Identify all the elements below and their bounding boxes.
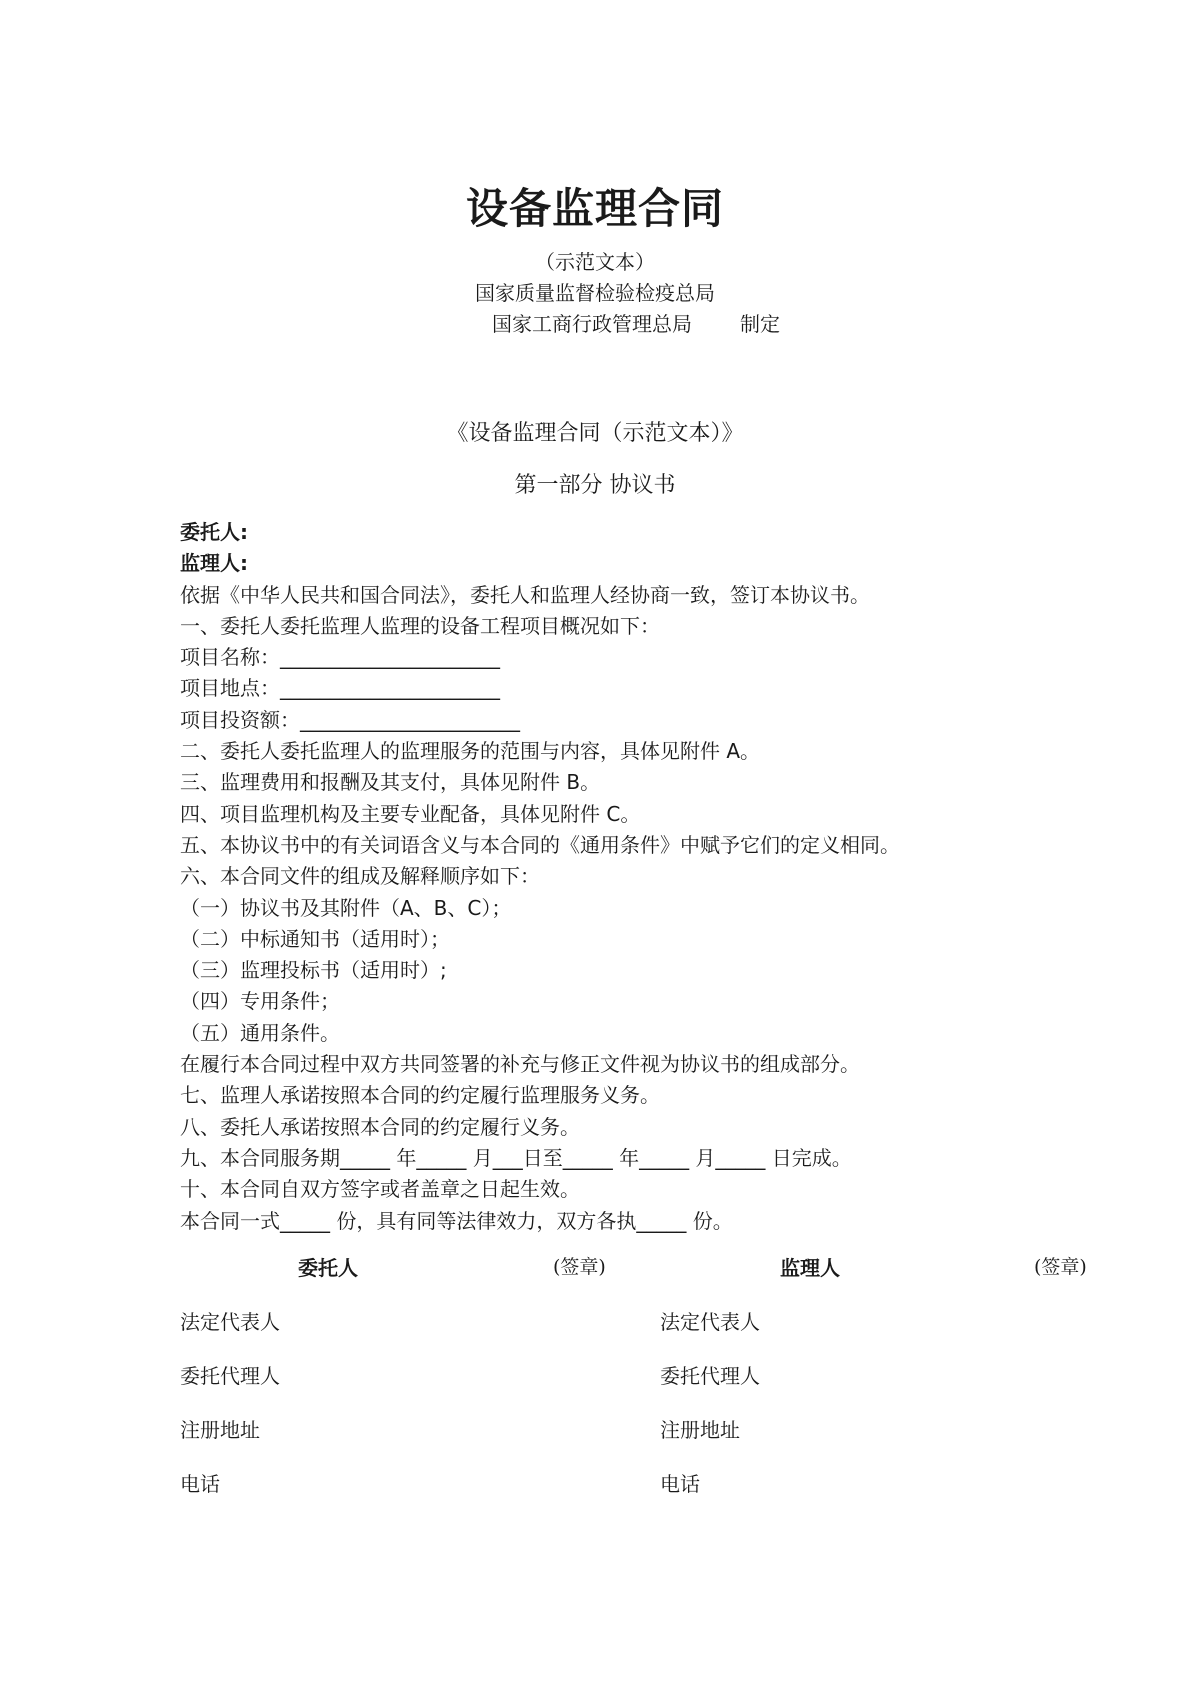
body-line: 二、委托人委托监理人的监理服务的范围与内容，具体见附件 A。 (180, 739, 761, 764)
body-line: 依据《中华人民共和国合同法》，委托人和监理人经协商一致，签订本协议书。 (180, 582, 870, 607)
client-seal-label: (签章) (553, 1256, 606, 1278)
body-line: 五、本协议书中的有关词语含义与本合同的《通用条件》中赋予它们的定义相同。 (180, 832, 900, 857)
body-line: 八、委托人承诺按照本合同的约定履行义务。 (180, 1114, 580, 1139)
body-line: （四）专用条件； (180, 989, 340, 1014)
document-title: 设备监理合同 (465, 184, 724, 233)
part-heading: 第一部分 协议书 (514, 473, 676, 498)
client-legal-rep: 法定代表人 (180, 1310, 280, 1334)
issuer-action: 制定 (740, 312, 780, 336)
body-line: 七、监理人承诺按照本合同的约定履行监理服务义务。 (180, 1083, 660, 1108)
supervisor-signature-heading: 监理人 (780, 1256, 840, 1280)
body-line: 三、监理费用和报酬及其支付，具体见附件 B。 (180, 770, 601, 795)
issuer-line-1: 国家质量监督检验检疫总局 (475, 281, 715, 305)
supervisor-legal-rep: 法定代表人 (660, 1310, 760, 1334)
body-line: 十、本合同自双方签字或者盖章之日起生效。 (180, 1177, 580, 1202)
body-line: 六、本合同文件的组成及解释顺序如下： (180, 864, 540, 889)
supervisor-agent: 委托代理人 (660, 1364, 760, 1388)
project-name-field: 项目名称：______________________ (180, 645, 500, 670)
supervisor-label: 监理人: (180, 551, 248, 576)
copies-line: 本合同一式_____ 份，具有同等法律效力，双方各执_____ 份。 (180, 1208, 733, 1233)
client-signature-heading: 委托人 (298, 1256, 358, 1280)
issuer-line-2: 国家工商行政管理总局 (492, 312, 692, 336)
service-period-line: 九、本合同服务期_____ 年_____ 月___日至_____ 年_____ 月_____ 日完成。 (180, 1145, 852, 1170)
client-agent: 委托代理人 (180, 1364, 280, 1388)
client-phone: 电话 (180, 1472, 220, 1496)
client-address: 注册地址 (180, 1418, 260, 1442)
client-label: 委托人: (180, 520, 248, 544)
body-line: 四、项目监理机构及主要专业配备，具体见附件 C。 (180, 801, 641, 826)
agreement-body (180, 517, 1080, 1237)
supervisor-seal-label: (签章) (1034, 1256, 1087, 1278)
supervisor-phone: 电话 (660, 1472, 700, 1496)
body-line: （三）监理投标书（适用时）; (180, 958, 447, 983)
document-heading: 《设备监理合同（示范文本）》 (446, 421, 744, 446)
project-investment-field: 项目投资额：______________________ (180, 707, 520, 732)
body-line: 一、委托人委托监理人监理的设备工程项目概况如下： (180, 613, 660, 638)
body-line: （五）通用条件。 (180, 1020, 340, 1045)
project-location-field: 项目地点：______________________ (180, 676, 500, 701)
body-line: 在履行本合同过程中双方共同签署的补充与修正文件视为协议书的组成部分。 (180, 1052, 860, 1077)
supervisor-address: 注册地址 (660, 1418, 740, 1442)
subtitle: （示范文本） (535, 250, 655, 274)
body-line: （二）中标通知书（适用时）； (180, 926, 450, 951)
body-line: （一）协议书及其附件（A、B、C）； (180, 895, 512, 920)
